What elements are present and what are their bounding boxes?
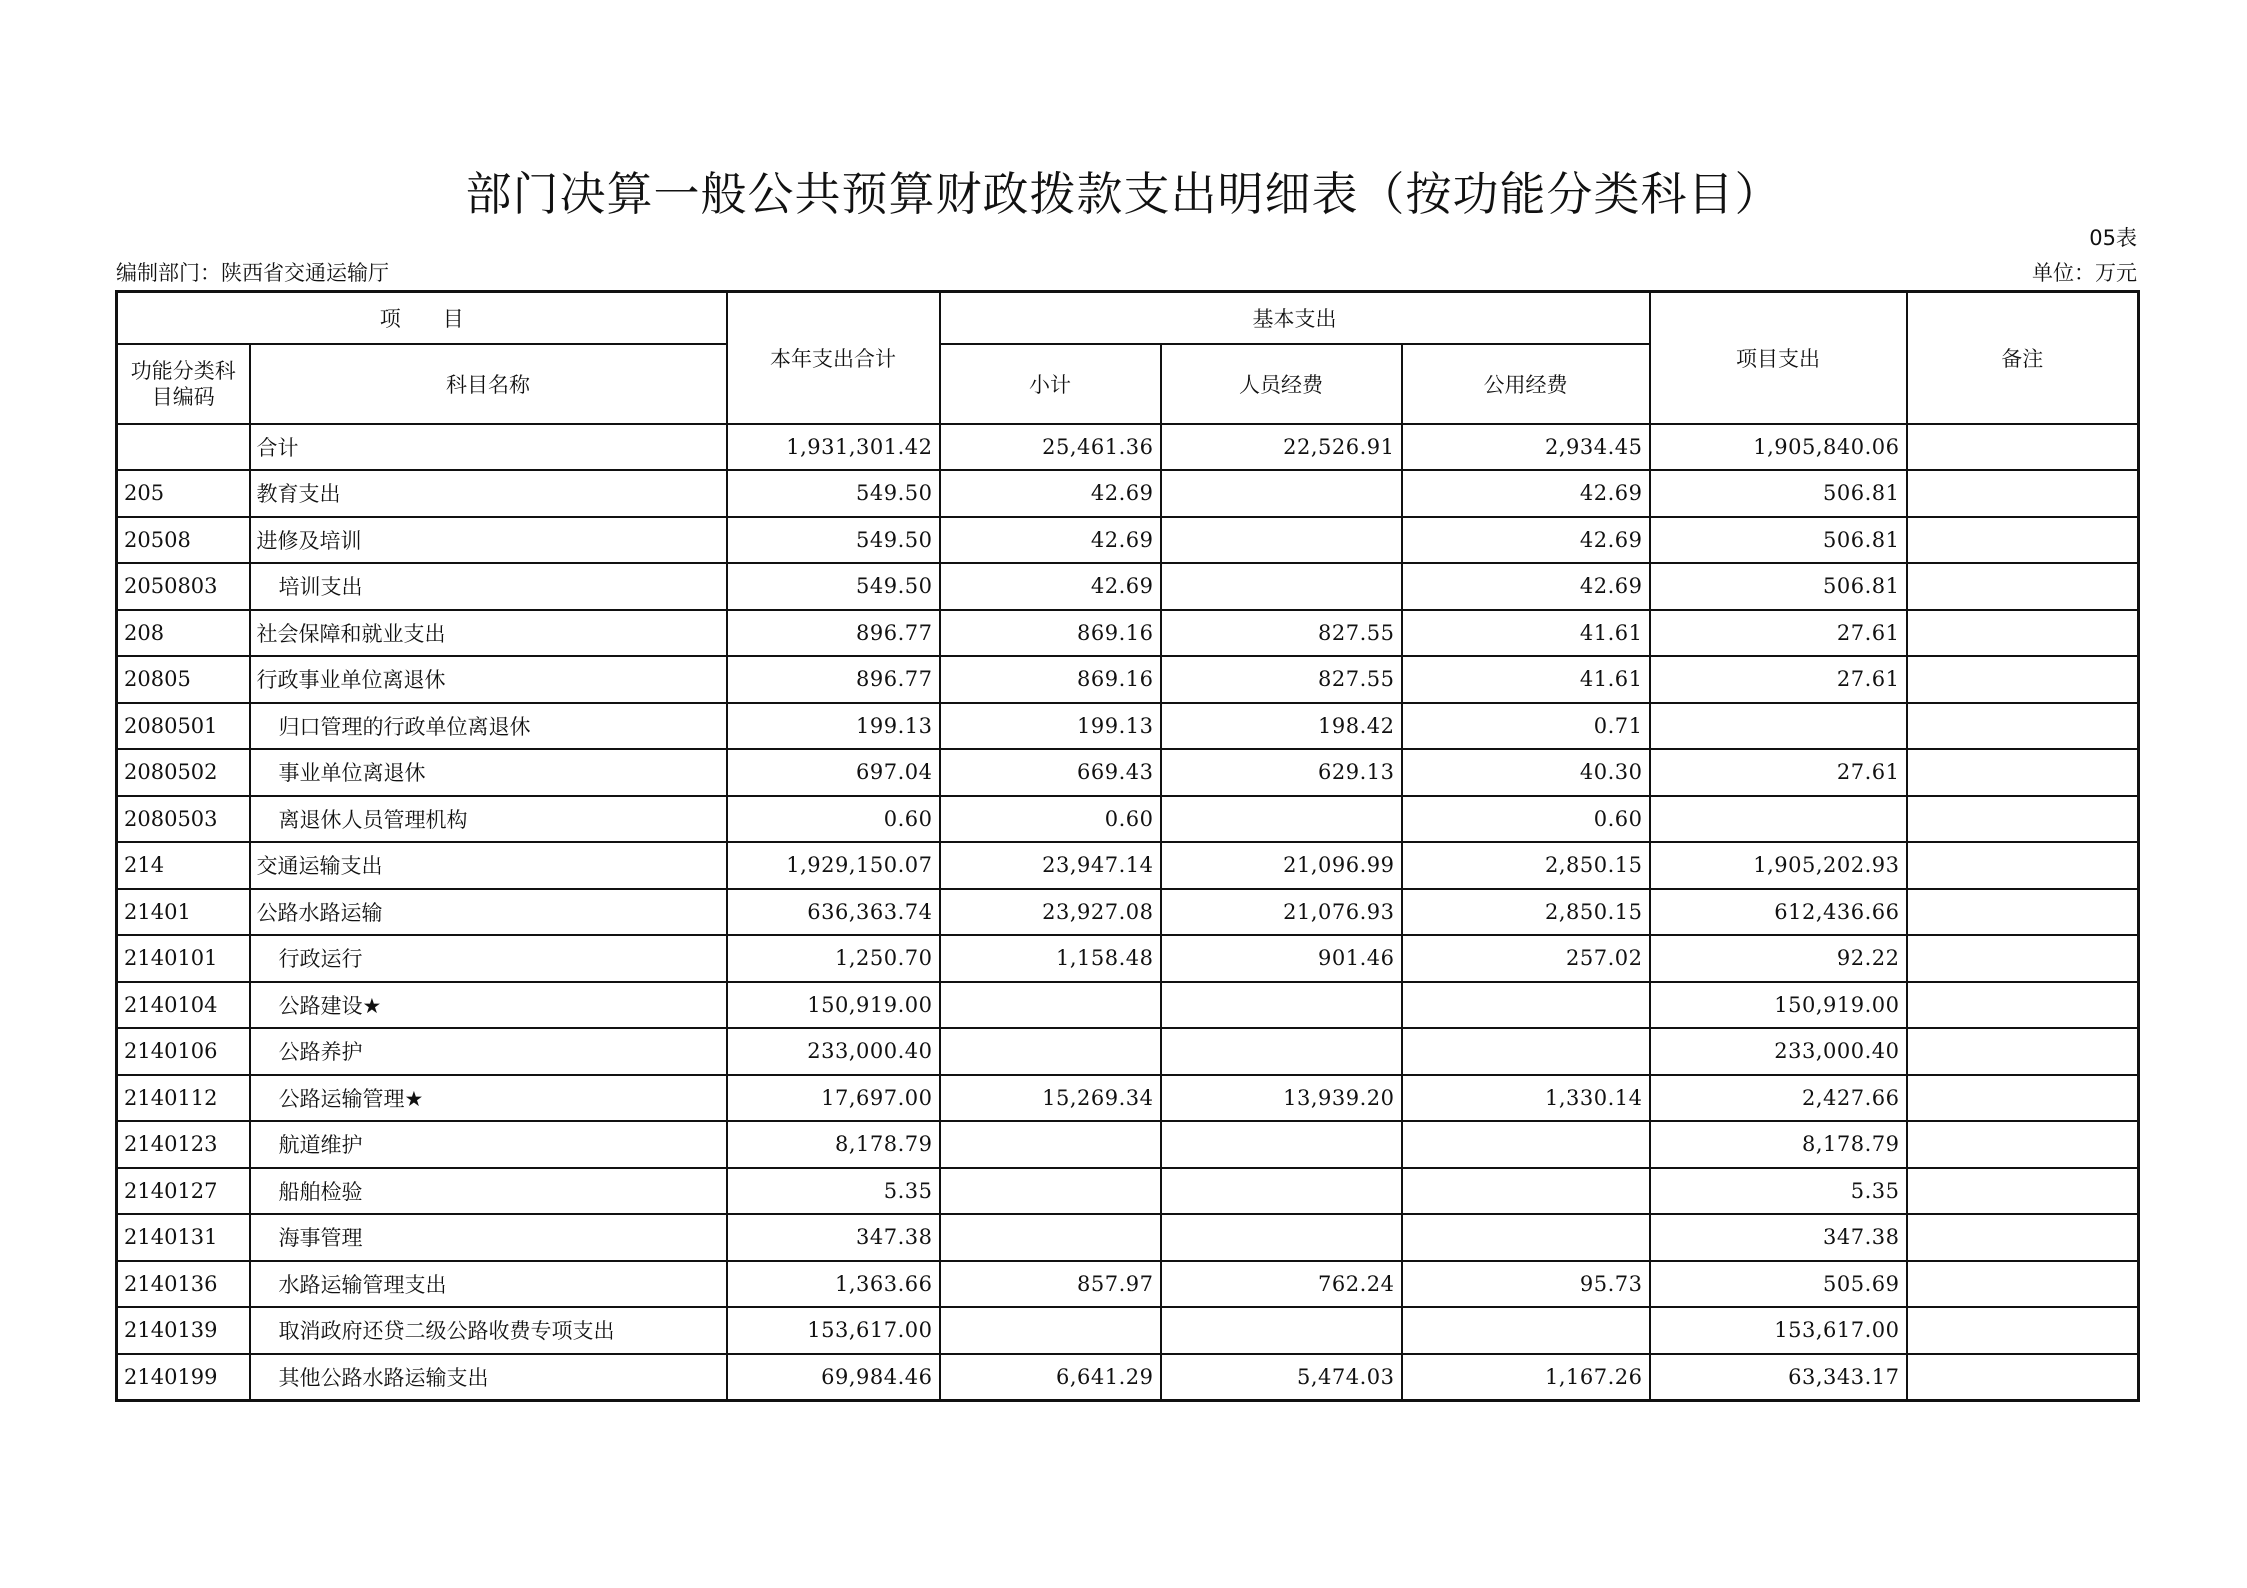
row-personnel <box>1161 1168 1402 1215</box>
row-subtotal: 857.97 <box>940 1261 1161 1308</box>
row-name: 教育支出 <box>250 470 727 517</box>
row-subtotal <box>940 982 1161 1029</box>
row-public <box>1402 1028 1650 1075</box>
row-project: 153,617.00 <box>1650 1307 1907 1354</box>
row-name: 行政事业单位离退休 <box>250 656 727 703</box>
row-total: 549.50 <box>727 517 940 564</box>
row-personnel: 21,096.99 <box>1161 842 1402 889</box>
row-name: 其他公路水路运输支出 <box>250 1354 727 1401</box>
table-row <box>117 889 2139 936</box>
row-total: 347.38 <box>727 1214 940 1261</box>
row-remark <box>1907 1261 2139 1308</box>
row-personnel: 762.24 <box>1161 1261 1402 1308</box>
row-code: 20508 <box>117 517 250 564</box>
row-subtotal: 25,461.36 <box>940 424 1161 471</box>
row-personnel <box>1161 1028 1402 1075</box>
row-personnel <box>1161 470 1402 517</box>
row-code: 2140199 <box>117 1354 250 1401</box>
row-personnel <box>1161 1307 1402 1354</box>
row-public: 0.60 <box>1402 796 1650 843</box>
table-row <box>117 1121 2139 1168</box>
expenditure-table <box>115 290 2140 1402</box>
header-total: 本年支出合计 <box>727 292 940 424</box>
row-name: 社会保障和就业支出 <box>250 610 727 657</box>
row-total: 896.77 <box>727 656 940 703</box>
row-total: 199.13 <box>727 703 940 750</box>
row-total: 1,250.70 <box>727 935 940 982</box>
row-project: 347.38 <box>1650 1214 1907 1261</box>
row-name: 进修及培训 <box>250 517 727 564</box>
row-total: 697.04 <box>727 749 940 796</box>
row-project: 1,905,202.93 <box>1650 842 1907 889</box>
row-personnel <box>1161 1121 1402 1168</box>
form-number: 05表 <box>2089 226 2137 250</box>
row-code: 2080503 <box>117 796 250 843</box>
header-code: 功能分类科目编码 <box>117 344 250 424</box>
table-row <box>117 842 2139 889</box>
row-remark <box>1907 749 2139 796</box>
row-code: 2140104 <box>117 982 250 1029</box>
row-project: 506.81 <box>1650 517 1907 564</box>
header-project: 项 目 <box>117 292 727 344</box>
row-name: 公路养护 <box>250 1028 727 1075</box>
row-personnel <box>1161 517 1402 564</box>
row-project: 233,000.40 <box>1650 1028 1907 1075</box>
table-row <box>117 1214 2139 1261</box>
row-public: 0.71 <box>1402 703 1650 750</box>
row-public: 2,850.15 <box>1402 889 1650 936</box>
row-name: 水路运输管理支出 <box>250 1261 727 1308</box>
table-row <box>117 1261 2139 1308</box>
row-project: 612,436.66 <box>1650 889 1907 936</box>
row-total: 1,931,301.42 <box>727 424 940 471</box>
row-public: 41.61 <box>1402 656 1650 703</box>
row-subtotal <box>940 1214 1161 1261</box>
row-public: 42.69 <box>1402 517 1650 564</box>
row-remark <box>1907 1307 2139 1354</box>
row-code: 2140112 <box>117 1075 250 1122</box>
row-personnel <box>1161 982 1402 1029</box>
row-subtotal: 869.16 <box>940 610 1161 657</box>
row-remark <box>1907 517 2139 564</box>
row-public <box>1402 982 1650 1029</box>
row-subtotal: 23,927.08 <box>940 889 1161 936</box>
table-row <box>117 470 2139 517</box>
row-total: 896.77 <box>727 610 940 657</box>
row-remark <box>1907 1028 2139 1075</box>
row-subtotal <box>940 1307 1161 1354</box>
row-code: 2140101 <box>117 935 250 982</box>
row-personnel: 901.46 <box>1161 935 1402 982</box>
row-total: 549.50 <box>727 470 940 517</box>
row-total: 8,178.79 <box>727 1121 940 1168</box>
row-code: 2140136 <box>117 1261 250 1308</box>
table-row <box>117 656 2139 703</box>
row-remark <box>1907 610 2139 657</box>
row-personnel <box>1161 1214 1402 1261</box>
row-code: 21401 <box>117 889 250 936</box>
row-name: 航道维护 <box>250 1121 727 1168</box>
table-row <box>117 1168 2139 1215</box>
row-total: 17,697.00 <box>727 1075 940 1122</box>
row-personnel <box>1161 796 1402 843</box>
row-remark <box>1907 796 2139 843</box>
row-public: 2,934.45 <box>1402 424 1650 471</box>
row-public <box>1402 1307 1650 1354</box>
header-subtotal: 小计 <box>940 344 1161 424</box>
row-code: 2080502 <box>117 749 250 796</box>
row-name: 公路运输管理★ <box>250 1075 727 1122</box>
table-row <box>117 424 2139 471</box>
row-personnel <box>1161 563 1402 610</box>
row-remark <box>1907 982 2139 1029</box>
row-subtotal: 199.13 <box>940 703 1161 750</box>
row-public: 2,850.15 <box>1402 842 1650 889</box>
row-public <box>1402 1214 1650 1261</box>
row-code: 2140127 <box>117 1168 250 1215</box>
row-subtotal <box>940 1028 1161 1075</box>
row-project: 5.35 <box>1650 1168 1907 1215</box>
row-subtotal: 42.69 <box>940 517 1161 564</box>
row-remark <box>1907 470 2139 517</box>
row-project: 1,905,840.06 <box>1650 424 1907 471</box>
row-public: 40.30 <box>1402 749 1650 796</box>
row-public: 42.69 <box>1402 470 1650 517</box>
row-public: 41.61 <box>1402 610 1650 657</box>
compiling-department: 编制部门：陕西省交通运输厅 <box>116 261 389 285</box>
row-total: 549.50 <box>727 563 940 610</box>
row-subtotal <box>940 1121 1161 1168</box>
row-subtotal: 23,947.14 <box>940 842 1161 889</box>
row-public: 95.73 <box>1402 1261 1650 1308</box>
row-total: 1,929,150.07 <box>727 842 940 889</box>
row-remark <box>1907 889 2139 936</box>
row-project: 2,427.66 <box>1650 1075 1907 1122</box>
row-project: 506.81 <box>1650 470 1907 517</box>
row-project: 505.69 <box>1650 1261 1907 1308</box>
row-name: 合计 <box>250 424 727 471</box>
header-public: 公用经费 <box>1402 344 1650 424</box>
row-project: 63,343.17 <box>1650 1354 1907 1401</box>
row-project: 92.22 <box>1650 935 1907 982</box>
table-row <box>117 703 2139 750</box>
row-total: 153,617.00 <box>727 1307 940 1354</box>
row-name: 离退休人员管理机构 <box>250 796 727 843</box>
row-total: 5.35 <box>727 1168 940 1215</box>
row-personnel: 827.55 <box>1161 656 1402 703</box>
row-name: 事业单位离退休 <box>250 749 727 796</box>
row-code <box>117 424 250 471</box>
row-remark <box>1907 1121 2139 1168</box>
row-public: 1,330.14 <box>1402 1075 1650 1122</box>
row-public: 257.02 <box>1402 935 1650 982</box>
row-project: 27.61 <box>1650 656 1907 703</box>
row-name: 交通运输支出 <box>250 842 727 889</box>
row-subtotal: 869.16 <box>940 656 1161 703</box>
row-name: 归口管理的行政单位离退休 <box>250 703 727 750</box>
row-project: 506.81 <box>1650 563 1907 610</box>
row-name: 海事管理 <box>250 1214 727 1261</box>
row-code: 214 <box>117 842 250 889</box>
row-subtotal: 15,269.34 <box>940 1075 1161 1122</box>
row-subtotal: 6,641.29 <box>940 1354 1161 1401</box>
row-name: 行政运行 <box>250 935 727 982</box>
row-code: 208 <box>117 610 250 657</box>
row-project: 8,178.79 <box>1650 1121 1907 1168</box>
row-remark <box>1907 1075 2139 1122</box>
row-subtotal: 1,158.48 <box>940 935 1161 982</box>
row-public: 42.69 <box>1402 563 1650 610</box>
row-project: 27.61 <box>1650 610 1907 657</box>
row-remark <box>1907 424 2139 471</box>
row-subtotal: 669.43 <box>940 749 1161 796</box>
row-project: 27.61 <box>1650 749 1907 796</box>
table-row <box>117 982 2139 1029</box>
row-personnel: 22,526.91 <box>1161 424 1402 471</box>
row-public <box>1402 1121 1650 1168</box>
table-row <box>117 935 2139 982</box>
row-remark <box>1907 935 2139 982</box>
row-remark <box>1907 563 2139 610</box>
row-personnel: 198.42 <box>1161 703 1402 750</box>
row-name: 取消政府还贷二级公路收费专项支出 <box>250 1307 727 1354</box>
row-name: 培训支出 <box>250 563 727 610</box>
row-code: 2050803 <box>117 563 250 610</box>
row-remark <box>1907 656 2139 703</box>
row-total: 150,919.00 <box>727 982 940 1029</box>
row-total: 636,363.74 <box>727 889 940 936</box>
row-remark <box>1907 703 2139 750</box>
row-subtotal: 42.69 <box>940 563 1161 610</box>
row-subtotal <box>940 1168 1161 1215</box>
row-code: 205 <box>117 470 250 517</box>
unit-label: 单位：万元 <box>2032 261 2137 285</box>
row-total: 0.60 <box>727 796 940 843</box>
row-code: 2140106 <box>117 1028 250 1075</box>
row-remark <box>1907 1214 2139 1261</box>
row-project <box>1650 703 1907 750</box>
row-subtotal: 42.69 <box>940 470 1161 517</box>
row-remark <box>1907 1354 2139 1401</box>
row-code: 2140123 <box>117 1121 250 1168</box>
row-subtotal: 0.60 <box>940 796 1161 843</box>
row-name: 公路水路运输 <box>250 889 727 936</box>
table-row <box>117 1028 2139 1075</box>
row-total: 69,984.46 <box>727 1354 940 1401</box>
header-remark: 备注 <box>1907 292 2139 424</box>
row-personnel: 629.13 <box>1161 749 1402 796</box>
row-name: 公路建设★ <box>250 982 727 1029</box>
table-row <box>117 1075 2139 1122</box>
row-remark <box>1907 1168 2139 1215</box>
table-row <box>117 563 2139 610</box>
row-total: 1,363.66 <box>727 1261 940 1308</box>
row-personnel: 13,939.20 <box>1161 1075 1402 1122</box>
row-personnel: 5,474.03 <box>1161 1354 1402 1401</box>
header-basic: 基本支出 <box>940 292 1650 344</box>
row-personnel: 21,076.93 <box>1161 889 1402 936</box>
header-personnel: 人员经费 <box>1161 344 1402 424</box>
header-project-expenditure: 项目支出 <box>1650 292 1907 424</box>
table-row <box>117 1307 2139 1354</box>
row-code: 2140139 <box>117 1307 250 1354</box>
table-row <box>117 749 2139 796</box>
row-code: 20805 <box>117 656 250 703</box>
row-public <box>1402 1168 1650 1215</box>
row-personnel: 827.55 <box>1161 610 1402 657</box>
row-name: 船舶检验 <box>250 1168 727 1215</box>
table-row <box>117 796 2139 843</box>
row-code: 2140131 <box>117 1214 250 1261</box>
table-row <box>117 610 2139 657</box>
header-name: 科目名称 <box>250 344 727 424</box>
row-total: 233,000.40 <box>727 1028 940 1075</box>
row-project: 150,919.00 <box>1650 982 1907 1029</box>
row-project <box>1650 796 1907 843</box>
row-public: 1,167.26 <box>1402 1354 1650 1401</box>
table-row <box>117 517 2139 564</box>
page-title: 部门决算一般公共预算财政拨款支出明细表（按功能分类科目） <box>465 167 1782 221</box>
table-row <box>117 1354 2139 1401</box>
row-code: 2080501 <box>117 703 250 750</box>
row-remark <box>1907 842 2139 889</box>
